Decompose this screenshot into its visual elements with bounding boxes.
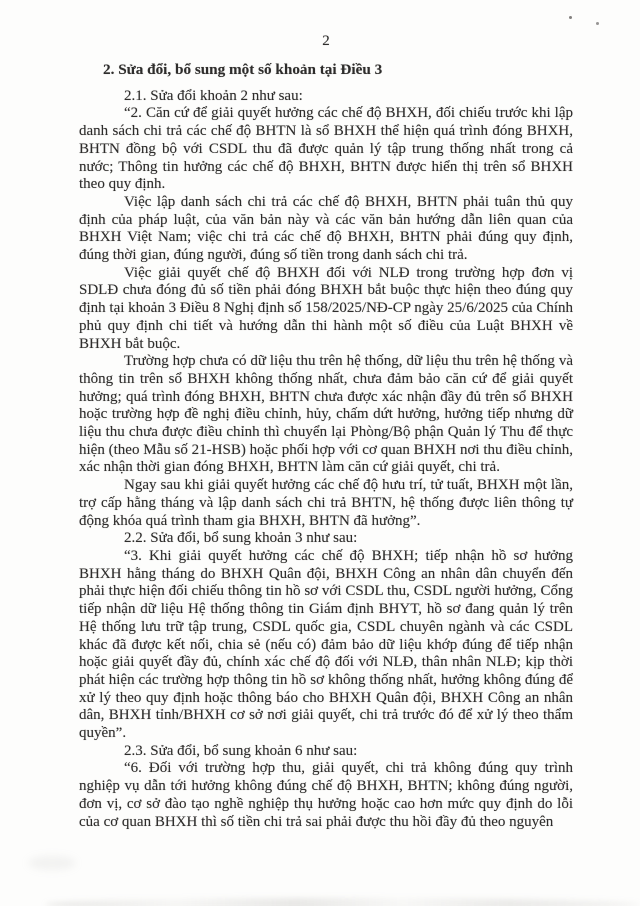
scan-smudge (45, 898, 640, 906)
paragraph: “3. Khi giải quyết hưởng các chế độ BHXH; tiếp nhận hồ sơ hưởng BHXH hằng tháng do BHXH Quân đội, BHXH Công an nhân dân chuyển đến phải thực hiện đối chiếu thông tin hồ sơ với CSDL thu, CSDL người hưởng, Cổng tiếp nhận dữ liệu Hệ thống thông tin Giám định BHYT, hồ sơ đang quản lý trên Hệ thống lưu trữ tập trung, CSDL quốc gia, CSDL chuyên ngành và các CSDL khác đã được kết nối, chia sẻ (nếu có) đảm bảo dữ liệu khớp đúng để tiếp nhận hoặc giải quyết đầy đủ, chính xác chế độ đối với NLĐ, thân nhân NLĐ; kịp thời phát hiện các trường hợp thông tin hồ sơ không thống nhất, hưởng không đúng để xử lý theo quy định hoặc thông báo cho BHXH Quân đội, BHXH Công an nhân dân, BHXH tỉnh/BHXH cơ sở nơi giải quyết, chi trả trước đó để xử lý theo thẩm quyền”. (79, 547, 573, 742)
section-heading: 2. Sửa đổi, bổ sung một số khoản tại Điều 3 (103, 61, 383, 78)
amendment-2-3-line: 2.3. Sửa đổi, bổ sung khoản 6 như sau: (124, 742, 358, 759)
paragraph: “6. Đối với trường hợp thu, giải quyết, chi trả không đúng quy trình nghiệp vụ dẫn tới hưởng không đúng chế độ BHXH, BHTN; không đúng người, đơn vị, cơ sở đào tạo nghề nghiệp thụ hưởng hoặc cao hơn mức quy định do lỗi của cơ quan BHXH thì số tiền chi trả sai phải được thu hồi đầy đủ theo nguyên (79, 760, 573, 830)
document-body (79, 61, 573, 831)
page-number: 2 (322, 33, 330, 49)
amendment-2-2-line: 2.2. Sửa đổi, bổ sung khoản 3 như sau: (124, 530, 358, 547)
paragraph: Việc lập danh sách chi trả các chế độ BHXH, BHTN phải tuân thủ quy định của pháp luật, của văn bản này và các văn bản hướng dẫn liên quan của BHXH Việt Nam; việc chi trả các chế độ BHXH, BHTN phải đúng quy định, đúng thời gian, đúng người, đúng số tiền trong danh sách chi trả. (79, 193, 573, 264)
paragraph: Việc giải quyết chế độ BHXH đối với NLĐ trong trường hợp đơn vị SDLĐ chưa đóng đủ số tiền phải đóng BHXH bắt buộc thực hiện theo đúng quy định tại khoản 3 Điều 8 Nghị định số 158/2025/NĐ-CP ngày 25/6/2025 của Chính phủ quy định chi tiết và hướng dẫn thi hành một số điều của Luật BHXH về BHXH bắt buộc. (79, 264, 573, 352)
amendment-2-1-line: 2.1. Sửa đổi khoản 2 như sau: (124, 87, 303, 104)
scan-speck (596, 22, 599, 25)
paragraph: “2. Căn cứ để giải quyết hưởng các chế độ BHXH, đối chiếu trước khi lập danh sách chi trả các chế độ BHTN là sổ BHXH thể hiện quá trình đóng BHXH, BHTN đồng bộ với CSDL thu đã được quản lý tập trung thống nhất trong cả nước; Thông tin hưởng các chế độ BHXH, BHTN được hiển thị trên sổ BHXH theo quy định. (79, 105, 573, 193)
paragraph: Trường hợp chưa có dữ liệu thu trên hệ thống, dữ liệu thu trên hệ thống và thông tin trên sổ BHXH không thống nhất, chưa đảm bảo căn cứ để giải quyết hưởng; quá trình đóng BHXH, BHTN chưa được xác nhận đầy đủ trên sổ BHXH hoặc trường hợp đề nghị điều chỉnh, hủy, chấm dứt hưởng, hưởng tiếp nhưng dữ liệu thu chưa được điều chỉnh thì chuyển lại Phòng/Bộ phận Quản lý Thu để thực hiện (theo Mẫu số 21-HSB) hoặc phối hợp với cơ quan BHXH nơi thu điều chỉnh, xác nhận thời gian đóng BHXH, BHTN làm căn cứ giải quyết, chi trả. (79, 353, 573, 476)
scan-smudge (28, 856, 76, 870)
scan-speck (569, 16, 572, 19)
paragraph: Ngay sau khi giải quyết hưởng các chế độ hưu trí, tử tuất, BHXH một lần, trợ cấp hằng tháng và lập danh sách chi trả BHTN, hệ thống được liên thông tự động khóa quá trình tham gia BHXH, BHTN đã hưởng”. (79, 477, 573, 529)
